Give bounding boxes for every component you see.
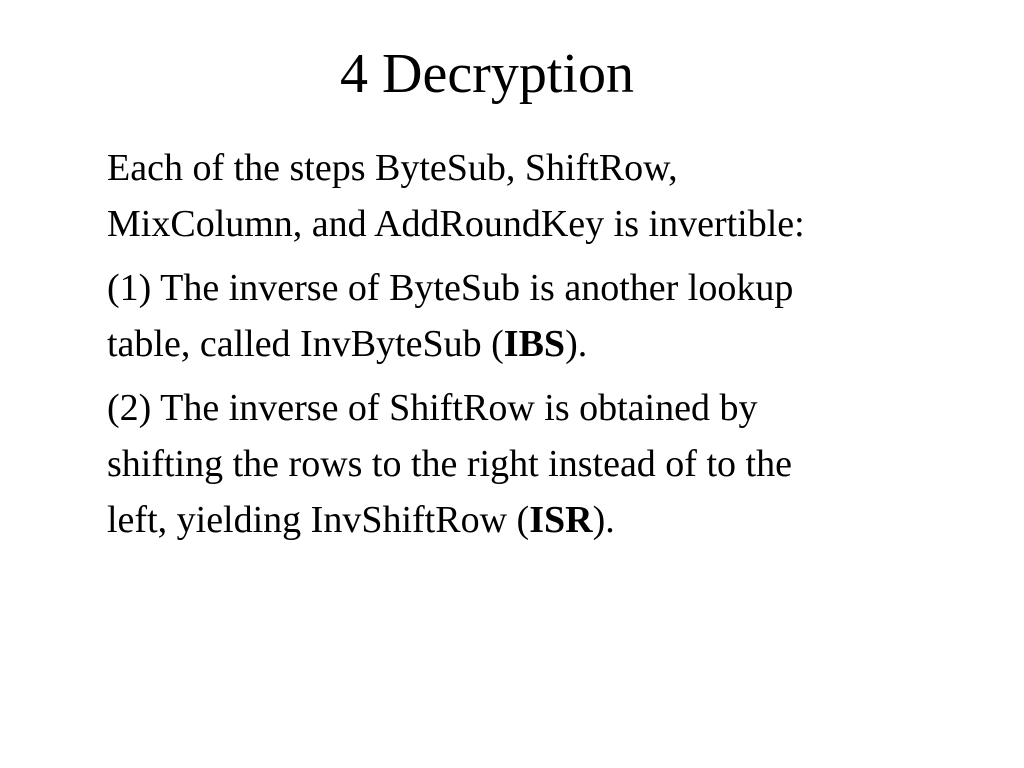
text-segment: left, yielding InvShiftRow ( [107, 499, 530, 541]
paragraph-line: (2) The inverse of ShiftRow is obtained by [107, 387, 758, 429]
paragraph-inverse-shiftrow [107, 380, 967, 548]
slide-title: 4 Decryption [340, 43, 634, 105]
paragraph-line [107, 492, 967, 548]
paragraph-line: MixColumn, and AddRoundKey is invertible: [107, 203, 805, 245]
text-segment: ). [565, 323, 588, 365]
text-segment: table, called InvByteSub ( [107, 323, 504, 365]
term-isr: ISR [529, 499, 593, 541]
text-segment: ). [592, 499, 615, 541]
paragraph-line: shifting the rows to the right instead of to the [107, 443, 792, 485]
slide-body [107, 140, 967, 556]
paragraph-line [107, 316, 967, 372]
paragraph-line: Each of the steps ByteSub, ShiftRow, [107, 147, 678, 189]
term-ibs: IBS [503, 323, 566, 365]
paragraph-inverse-bytesub [107, 260, 967, 372]
paragraph-line: (1) The inverse of ByteSub is another lookup [107, 267, 794, 309]
paragraph-invertible-steps [107, 140, 967, 252]
